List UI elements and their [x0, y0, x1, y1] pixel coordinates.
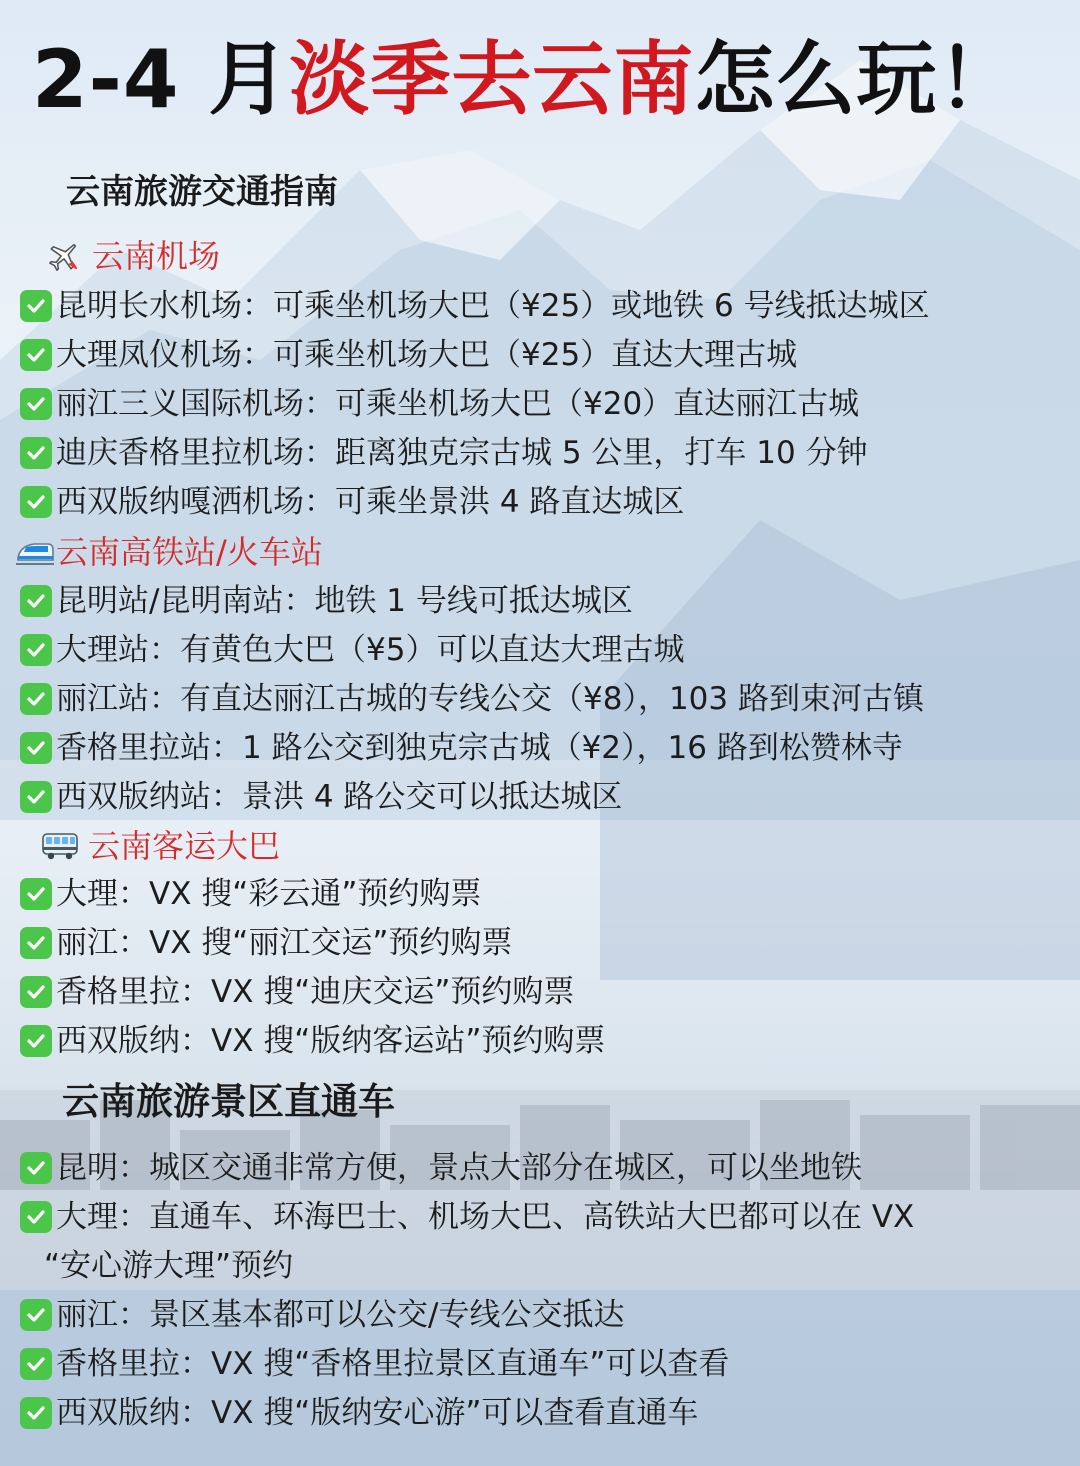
check-icon [20, 683, 52, 715]
rail-subheading [16, 530, 323, 574]
check-icon [20, 781, 52, 813]
page-title [32, 30, 1018, 130]
check-icon [20, 339, 52, 371]
bus-subheading [40, 824, 280, 868]
list-item [20, 677, 924, 721]
list-item [20, 284, 930, 328]
check-icon [20, 634, 52, 666]
check-icon [20, 437, 52, 469]
list-item-text: 丽江站：有直达丽江古城的专线公交（¥8），103 路到束河古镇 [56, 681, 924, 717]
list-item [20, 1391, 698, 1435]
check-icon [20, 486, 52, 518]
title-part-dates: 2-4 月 [32, 33, 290, 126]
rail-label: 云南高铁站/火车站 [56, 533, 323, 571]
check-icon [20, 1201, 52, 1233]
list-item-text: 迪庆香格里拉机场：距离独克宗古城 5 公里，打车 10 分钟 [56, 435, 868, 471]
scenic-shuttle-heading: 云南旅游景区直通车 [62, 1080, 395, 1123]
check-icon [20, 1152, 52, 1184]
list-item-text: 大理：直通车、环海巴士、机场大巴、高铁站大巴都可以在 VX [56, 1199, 915, 1235]
check-icon [20, 1397, 52, 1429]
list-item-text: 香格里拉：VX 搜“迪庆交运”预约购票 [56, 974, 575, 1010]
list-item [20, 921, 512, 965]
check-icon [20, 1299, 52, 1331]
train-icon [16, 532, 54, 572]
list-item-text: 西双版纳：VX 搜“版纳客运站”预约购票 [56, 1023, 606, 1059]
check-icon [20, 1348, 52, 1380]
airport-subheading [44, 234, 220, 278]
list-item-text: 昆明长水机场：可乘坐机场大巴（¥25）或地铁 6 号线抵达城区 [56, 288, 930, 324]
list-item [20, 1195, 914, 1239]
list-item [20, 480, 684, 524]
list-item-text: 西双版纳：VX 搜“版纳安心游”可以查看直通车 [56, 1395, 699, 1431]
airplane-icon [44, 236, 84, 276]
check-icon [20, 732, 52, 764]
list-item-text: 香格里拉：VX 搜“香格里拉景区直通车”可以查看 [56, 1346, 730, 1382]
list-item-text: 大理：VX 搜“彩云通”预约购票 [56, 876, 482, 912]
list-item [20, 431, 868, 475]
list-item [20, 1293, 624, 1337]
list-item-text: 香格里拉站：1 路公交到独克宗古城（¥2），16 路到松赞林寺 [56, 730, 903, 766]
bus-icon [40, 826, 80, 866]
list-item [20, 1019, 605, 1063]
list-item [20, 1146, 862, 1190]
list-item-text: 昆明：城区交通非常方便，景点大部分在城区，可以坐地铁 [56, 1150, 862, 1186]
list-item-text: “安心游大理”预约 [44, 1248, 294, 1284]
list-item-text: 丽江：VX 搜“丽江交运”预约购票 [56, 925, 513, 961]
list-item [20, 872, 481, 916]
list-item-text: 西双版纳嘎洒机场：可乘坐景洪 4 路直达城区 [56, 484, 685, 520]
list-item-continuation [44, 1244, 293, 1288]
list-item [20, 775, 622, 819]
check-icon [20, 878, 52, 910]
check-icon [20, 585, 52, 617]
list-item-text: 丽江：景区基本都可以公交/专线公交抵达 [56, 1297, 625, 1333]
title-part-question: 怎么玩！ [694, 33, 1019, 126]
list-item [20, 1342, 729, 1386]
list-item-text: 大理凤仪机场：可乘坐机场大巴（¥25）直达大理古城 [56, 337, 798, 373]
check-icon [20, 976, 52, 1008]
bus-label: 云南客运大巴 [88, 827, 281, 865]
list-item [20, 333, 797, 377]
list-item-text: 西双版纳站：景洪 4 路公交可以抵达城区 [56, 779, 623, 815]
list-item [20, 970, 574, 1014]
list-item-text: 丽江三义国际机场：可乘坐机场大巴（¥20）直达丽江古城 [56, 386, 860, 422]
transport-guide-heading: 云南旅游交通指南 [66, 172, 338, 212]
list-item-text: 昆明站/昆明南站：地铁 1 号线可抵达城区 [56, 583, 633, 619]
list-item [20, 579, 633, 623]
list-item [20, 382, 859, 426]
check-icon [20, 388, 52, 420]
list-item-text: 大理站：有黄色大巴（¥5）可以直达大理古城 [56, 632, 685, 668]
check-icon [20, 1025, 52, 1057]
check-icon [20, 290, 52, 322]
title-part-highlight: 淡季去云南 [289, 33, 695, 126]
check-icon [20, 927, 52, 959]
list-item [20, 628, 684, 672]
airport-label: 云南机场 [92, 237, 221, 275]
list-item [20, 726, 903, 770]
